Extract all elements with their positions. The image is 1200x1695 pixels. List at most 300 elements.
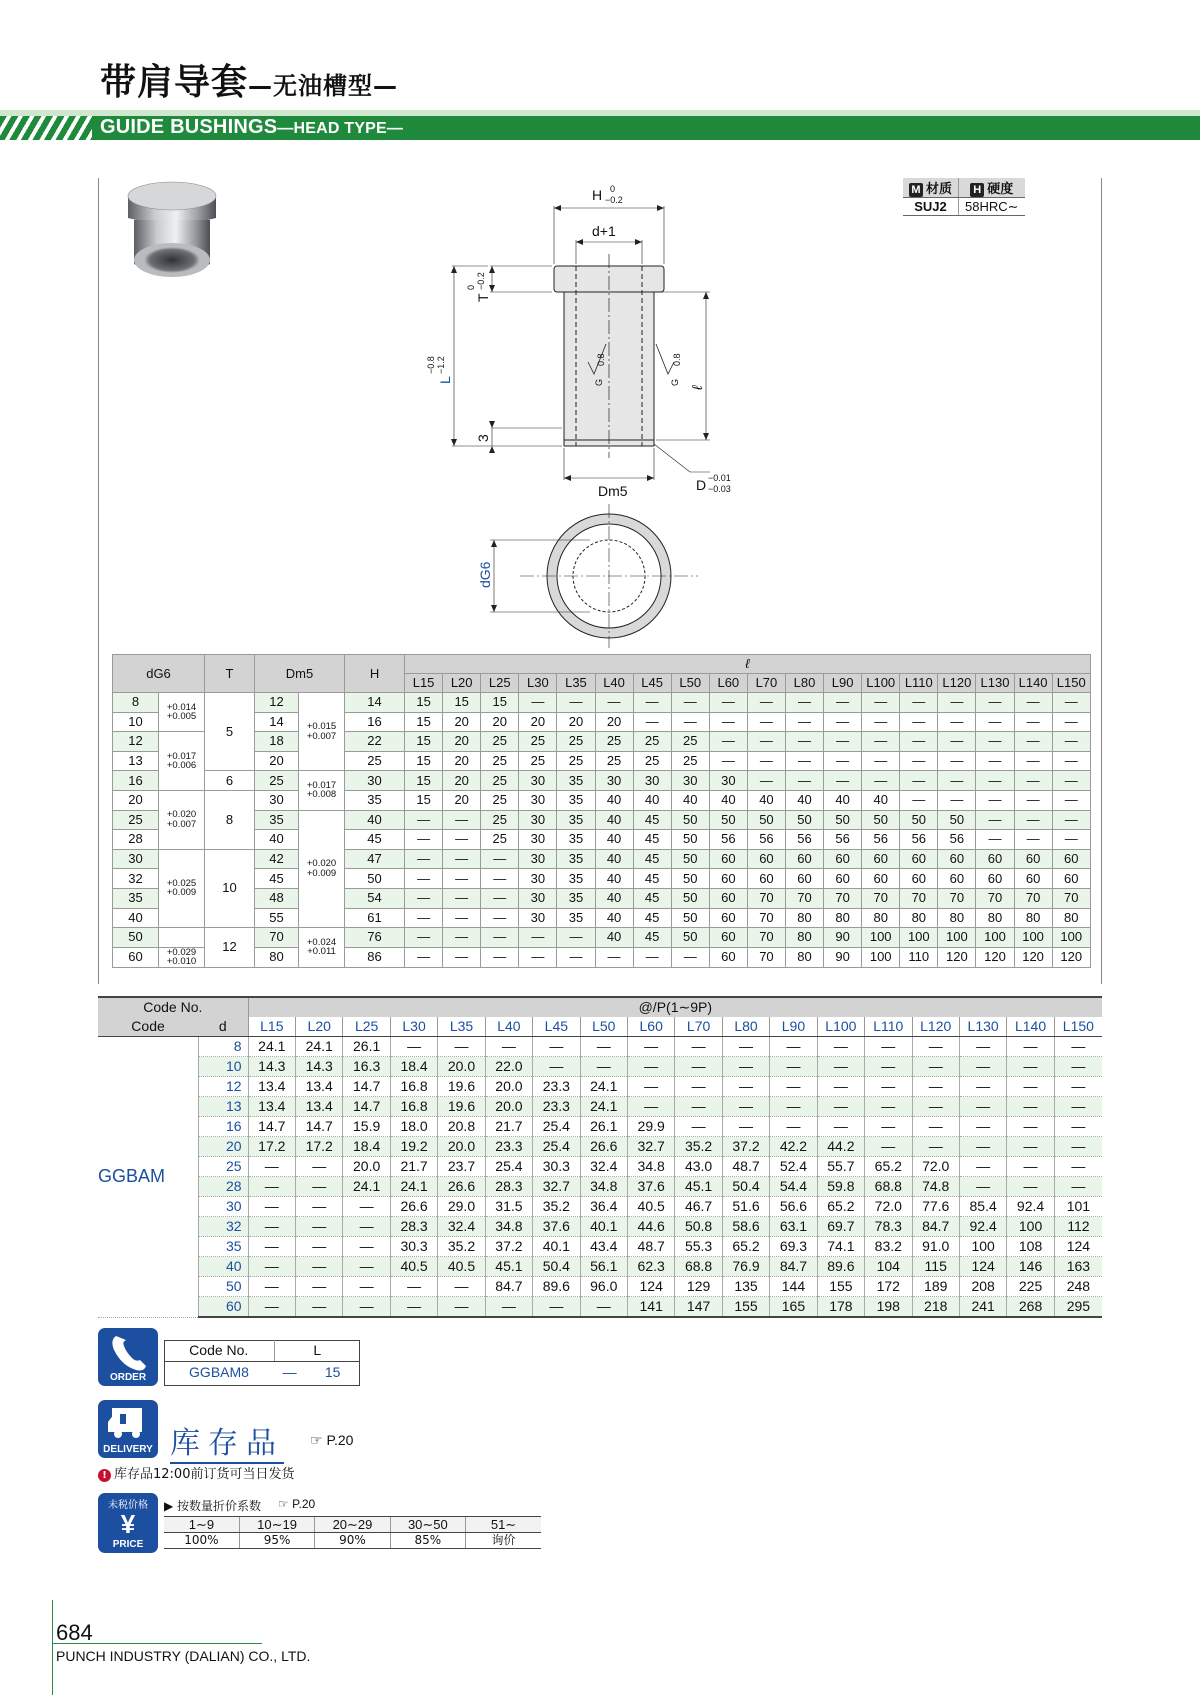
price-row-20 <box>98 1137 1102 1157</box>
price-value: — <box>675 1037 722 1057</box>
price-value: — <box>1007 1157 1054 1177</box>
dim-row-32 <box>113 869 1091 889</box>
dim-ell-value: 50 <box>671 849 709 869</box>
price-value: 32.4 <box>580 1157 627 1177</box>
price-value: 34.8 <box>485 1217 532 1237</box>
dim-d-tolerance-line: +0.005 <box>166 711 197 723</box>
price-value: 22.0 <box>485 1057 532 1077</box>
price-value: — <box>722 1057 769 1077</box>
price-value: 165 <box>770 1297 817 1318</box>
dim-T-tol-lower: −0.2 <box>476 272 486 290</box>
dim-ell-value: 30 <box>519 869 557 889</box>
order-value-row <box>164 1361 360 1382</box>
dim-ell-value: 30 <box>519 888 557 908</box>
price-value: 40.1 <box>533 1237 580 1257</box>
dim-Dm-value: 25 <box>255 771 299 791</box>
dim-Dm-tolerance-line: +0.024 <box>306 936 337 948</box>
dim-col-l30: L30 <box>519 674 557 693</box>
price-value: 124 <box>627 1277 674 1297</box>
price-value: — <box>580 1057 627 1077</box>
price-value: 40.1 <box>580 1217 627 1237</box>
price-value: 59.8 <box>817 1177 864 1197</box>
dim-Dm-tolerance-line: +0.017 <box>306 779 337 791</box>
dim-Dm-value: 80 <box>255 947 299 967</box>
product-photo <box>122 178 222 284</box>
col-H: H <box>345 655 405 693</box>
dim-ell-value: — <box>824 693 862 713</box>
dim-ell-value: 56 <box>785 830 823 850</box>
price-value: 13.4 <box>296 1097 343 1117</box>
dim-ell-value: 25 <box>595 751 633 771</box>
dim-d-tolerance-line: +0.025 <box>166 877 197 889</box>
price-value: 65.2 <box>722 1237 769 1257</box>
dim-ell-value: — <box>1052 693 1090 713</box>
price-value: — <box>343 1297 390 1318</box>
dim-ell-value: 80 <box>862 908 900 928</box>
price-value: — <box>1007 1137 1054 1157</box>
dim-ell-value: 60 <box>709 928 747 948</box>
discount-rate-row <box>164 1533 541 1549</box>
price-value: 14.7 <box>343 1097 390 1117</box>
price-value: 65.2 <box>817 1197 864 1217</box>
price-value: 84.7 <box>485 1277 532 1297</box>
dim-col-l70: L70 <box>747 674 785 693</box>
dim-ell-value: 110 <box>900 947 938 967</box>
dim-Dm-value: 48 <box>255 888 299 908</box>
dim-ell-value: 56 <box>862 830 900 850</box>
dim-ell-value: — <box>900 693 938 713</box>
dim-ell-value: — <box>405 908 443 928</box>
price-value: 29.0 <box>438 1197 485 1217</box>
dim-row-28 <box>113 830 1091 850</box>
dim-ell-value: 100 <box>1014 928 1052 948</box>
dim-H-tol-upper: 0 <box>610 184 616 194</box>
dim-ell-value: — <box>405 947 443 967</box>
price-value: — <box>817 1077 864 1097</box>
dim-ell-value: — <box>976 693 1014 713</box>
price-value: 76.9 <box>722 1257 769 1277</box>
dim-D-tol-lower: −0.03 <box>708 484 731 494</box>
dim-D-tol-upper: −0.01 <box>708 473 731 483</box>
price-value: 74.8 <box>912 1177 959 1197</box>
dim-ell-value: 25 <box>481 751 519 771</box>
dim-d-value: 28 <box>113 830 159 850</box>
price-row-10 <box>98 1057 1102 1077</box>
dim-ell-value: — <box>900 771 938 791</box>
price-row-50 <box>98 1277 1102 1297</box>
roughness-right-value: 0.8 <box>672 353 682 366</box>
dim-ell-value: 20 <box>481 712 519 732</box>
price-value: — <box>959 1177 1006 1197</box>
dim-Dm-value: 14 <box>255 712 299 732</box>
stock-page-ref[interactable]: ☞ P.20 <box>310 1432 354 1448</box>
price-value: 13.4 <box>296 1077 343 1097</box>
dim-ell-value: 45 <box>633 888 671 908</box>
price-value: — <box>675 1117 722 1137</box>
dim-ell-value: 70 <box>900 888 938 908</box>
dim-Dm-value: 20 <box>255 751 299 771</box>
discount-rate: 询价 <box>466 1533 541 1549</box>
price-value: — <box>1007 1037 1054 1057</box>
price-value: — <box>248 1297 295 1318</box>
price-value: — <box>912 1077 959 1097</box>
price-value: — <box>770 1097 817 1117</box>
dim-ell-value: — <box>519 693 557 713</box>
dim-H-value: 14 <box>345 693 405 713</box>
price-value: 20.0 <box>485 1077 532 1097</box>
order-head-code: Code No. <box>164 1340 274 1361</box>
dim-ell-value: 60 <box>747 869 785 889</box>
price-value: 129 <box>675 1277 722 1297</box>
price-value: — <box>722 1097 769 1117</box>
dim-ell-value: 40 <box>633 790 671 810</box>
order-value-l: 15 <box>324 1363 341 1380</box>
dim-ell-value: — <box>1014 810 1052 830</box>
delivery-icon-label: DELIVERY <box>103 1444 153 1455</box>
dim-ell-value: 15 <box>405 712 443 732</box>
dim-ell: ℓ <box>689 385 705 390</box>
dim-ell-value: 50 <box>671 928 709 948</box>
col-T: T <box>205 655 255 693</box>
discount-page-ref[interactable]: ☞ P.20 <box>278 1497 316 1511</box>
dim-ell-value: 70 <box>747 908 785 928</box>
price-value: 32.4 <box>438 1217 485 1237</box>
dim-L-tol-upper: −0.8 <box>426 356 436 374</box>
price-value: — <box>296 1297 343 1318</box>
dim-ell-value: 35 <box>557 790 595 810</box>
dim-col-l120: L120 <box>938 674 976 693</box>
dim-d-tolerance-line: +0.007 <box>166 818 197 830</box>
material-badge-icon: M <box>909 183 923 197</box>
price-value: — <box>865 1097 912 1117</box>
dim-col-l35: L35 <box>557 674 595 693</box>
price-value: — <box>959 1057 1006 1077</box>
dim-ell-value: — <box>747 751 785 771</box>
price-value: — <box>1054 1137 1102 1157</box>
dim-ell-value: 25 <box>481 810 519 830</box>
dim-d-tolerance <box>159 790 205 849</box>
dim-row-16 <box>113 771 1091 791</box>
dim-ell-value: — <box>862 712 900 732</box>
dim-ell-value: 80 <box>785 928 823 948</box>
price-d-value: 40 <box>198 1257 248 1277</box>
dim-col-l80: L80 <box>785 674 823 693</box>
title-cn-sub: —无油槽型— <box>248 72 399 100</box>
dim-ell-value: 25 <box>671 732 709 752</box>
price-row-25 <box>98 1157 1102 1177</box>
price-value: 141 <box>627 1297 674 1318</box>
price-value: — <box>1054 1157 1102 1177</box>
dim-ell-value: 60 <box>709 849 747 869</box>
stock-note-text: 库存品12:00前订货可当日发货 <box>114 1467 295 1482</box>
material-table <box>903 178 1025 216</box>
dim-col-l15: L15 <box>405 674 443 693</box>
price-d-head: d <box>198 1017 248 1037</box>
price-value: 43.0 <box>675 1157 722 1177</box>
price-value: — <box>627 1097 674 1117</box>
dim-ell-value: 60 <box>1014 869 1052 889</box>
price-value: — <box>296 1217 343 1237</box>
dim-col-l90: L90 <box>824 674 862 693</box>
dim-ell-value: — <box>709 712 747 732</box>
price-value: 29.9 <box>627 1117 674 1137</box>
price-value: 108 <box>1007 1237 1054 1257</box>
dim-ell-value: 50 <box>862 810 900 830</box>
company-name: PUNCH INDUSTRY (DALIAN) CO., LTD. <box>56 1648 311 1664</box>
price-value: 23.3 <box>533 1077 580 1097</box>
price-value: 26.6 <box>580 1137 627 1157</box>
dim-ell-value: 56 <box>709 830 747 850</box>
price-value: 68.8 <box>675 1257 722 1277</box>
price-value: 21.7 <box>390 1157 437 1177</box>
dim-col-l150: L150 <box>1052 674 1090 693</box>
price-value: 19.6 <box>438 1097 485 1117</box>
price-value: — <box>722 1117 769 1137</box>
price-value: 74.1 <box>817 1237 864 1257</box>
dim-ell-value: 60 <box>862 869 900 889</box>
dim-d-tolerance <box>159 928 205 948</box>
dim-ell-value: 60 <box>747 849 785 869</box>
price-row-12 <box>98 1077 1102 1097</box>
dim-ell-value: 30 <box>519 771 557 791</box>
dim-ell-value: — <box>1014 790 1052 810</box>
price-value: — <box>1007 1077 1054 1097</box>
price-value: 13.4 <box>248 1077 295 1097</box>
dim-ell-value: 15 <box>405 732 443 752</box>
dim-ell-value: 25 <box>481 771 519 791</box>
dim-ell-value: — <box>405 849 443 869</box>
dim-Dm-tolerance-line: +0.015 <box>306 721 337 733</box>
dim-ell-value: 15 <box>405 771 443 791</box>
dim-ell-value: 35 <box>557 810 595 830</box>
dim-d-value: 40 <box>113 908 159 928</box>
price-value: — <box>627 1037 674 1057</box>
price-value: 14.7 <box>296 1117 343 1137</box>
price-row-35 <box>98 1237 1102 1257</box>
dim-col-l60: L60 <box>709 674 747 693</box>
dim-ell-value: — <box>481 908 519 928</box>
dim-row-40 <box>113 908 1091 928</box>
price-value: 69.3 <box>770 1237 817 1257</box>
dim-ell-value: 25 <box>671 751 709 771</box>
dim-ell-value: 50 <box>747 810 785 830</box>
price-value: 208 <box>959 1277 1006 1297</box>
dim-body <box>113 693 1091 968</box>
price-value: — <box>533 1297 580 1318</box>
dim-ell-value: 30 <box>671 771 709 791</box>
dim-ell-value: 15 <box>405 790 443 810</box>
material-head <box>903 178 959 198</box>
dim-ell-value: — <box>633 693 671 713</box>
price-value: 178 <box>817 1297 864 1318</box>
discount-qty: 51∼ <box>466 1517 541 1533</box>
dim-ell-value: 60 <box>938 849 976 869</box>
hardness-value: 58HRC∼ <box>959 198 1025 216</box>
dim-T-value: 6 <box>205 771 255 791</box>
price-value: 198 <box>865 1297 912 1318</box>
price-value: 45.1 <box>675 1177 722 1197</box>
title-cn-main: 带肩导套 <box>100 62 249 103</box>
discount-rate: 95% <box>239 1533 314 1549</box>
price-col-l35: L35 <box>438 1017 485 1037</box>
dim-ell-value: — <box>976 830 1014 850</box>
price-row-60 <box>98 1297 1102 1318</box>
dim-ell-value: 25 <box>481 790 519 810</box>
price-value: — <box>296 1237 343 1257</box>
price-value: 55.7 <box>817 1157 864 1177</box>
dim-d-tolerance-line: +0.009 <box>166 887 197 899</box>
dim-ell-value: — <box>862 732 900 752</box>
dim-ell-value: — <box>671 947 709 967</box>
dim-ell-value: 45 <box>633 908 671 928</box>
dim-ell-value: 100 <box>900 928 938 948</box>
price-value: — <box>248 1277 295 1297</box>
price-value: 155 <box>817 1277 864 1297</box>
dim-ell-value: 40 <box>595 790 633 810</box>
price-value: — <box>343 1237 390 1257</box>
price-body <box>98 1037 1102 1318</box>
price-value: 52.4 <box>770 1157 817 1177</box>
price-value: — <box>912 1097 959 1117</box>
dim-T: T <box>475 293 491 302</box>
dim-col-l100: L100 <box>862 674 900 693</box>
price-value: 23.3 <box>485 1137 532 1157</box>
dim-ell-value: — <box>481 869 519 889</box>
price-value: — <box>343 1277 390 1297</box>
dim-col-l50: L50 <box>671 674 709 693</box>
price-value: — <box>959 1157 1006 1177</box>
dim-ell-value: 45 <box>633 810 671 830</box>
dim-d-tolerance-line: +0.014 <box>166 701 197 713</box>
dim-ell-value: 60 <box>709 888 747 908</box>
material-label: 材质 <box>926 181 953 196</box>
material-head-row <box>903 178 1025 198</box>
price-value: — <box>770 1057 817 1077</box>
dim-ell-value: 80 <box>938 908 976 928</box>
price-value: — <box>959 1137 1006 1157</box>
title-en-sub: —HEAD TYPE— <box>277 120 404 137</box>
price-value: 23.7 <box>438 1157 485 1177</box>
dim-ell-value: 80 <box>976 908 1014 928</box>
dim-ell-value: — <box>519 928 557 948</box>
price-value: — <box>959 1117 1006 1137</box>
col-dG6: dG6 <box>113 655 205 693</box>
dim-ell-value: 20 <box>557 712 595 732</box>
price-value: 51.6 <box>722 1197 769 1217</box>
dim-ell-value: — <box>976 712 1014 732</box>
price-value: 14.7 <box>343 1077 390 1097</box>
dim-row-60 <box>113 947 1091 967</box>
price-value: 25.4 <box>533 1117 580 1137</box>
dim-d-tolerance-line: +0.020 <box>166 809 197 821</box>
price-value: 100 <box>1007 1217 1054 1237</box>
hardness-head <box>959 178 1025 198</box>
price-value: 172 <box>865 1277 912 1297</box>
price-value: — <box>722 1037 769 1057</box>
material-value-row <box>903 198 1025 216</box>
order-head-row <box>164 1340 360 1361</box>
price-value: 19.2 <box>390 1137 437 1157</box>
price-value: 295 <box>1054 1297 1102 1318</box>
price-value: — <box>770 1117 817 1137</box>
price-value: 58.6 <box>722 1217 769 1237</box>
price-col-l60: L60 <box>627 1017 674 1037</box>
dim-ell-value: 100 <box>862 947 900 967</box>
dim-ell-value: 40 <box>862 790 900 810</box>
price-value: 68.8 <box>865 1177 912 1197</box>
price-value: 89.6 <box>533 1277 580 1297</box>
price-col-l50: L50 <box>580 1017 627 1037</box>
price-value: 24.1 <box>248 1037 295 1057</box>
dim-ell-value: — <box>785 751 823 771</box>
price-value: — <box>1007 1097 1054 1117</box>
price-value: 144 <box>770 1277 817 1297</box>
dim-ell-value: — <box>938 751 976 771</box>
dim-ell-value: 40 <box>709 790 747 810</box>
dim-ell-value: 60 <box>709 869 747 889</box>
price-value: 92.4 <box>959 1217 1006 1237</box>
dim-H-value: 76 <box>345 928 405 948</box>
dim-ell-value: — <box>785 712 823 732</box>
price-value: — <box>912 1137 959 1157</box>
dim-ell-value: 70 <box>1014 888 1052 908</box>
price-col-l20: L20 <box>296 1017 343 1037</box>
dim-d-value: 50 <box>113 928 159 948</box>
dim-ell-value: — <box>709 751 747 771</box>
dim-ell-value: 30 <box>519 849 557 869</box>
price-value: 218 <box>912 1297 959 1318</box>
dim-d-value: 35 <box>113 888 159 908</box>
stock-label: 库存品 <box>170 1418 284 1464</box>
order-example-table <box>164 1340 360 1382</box>
dim-ell-value: 40 <box>595 888 633 908</box>
dim-Dm-value: 18 <box>255 732 299 752</box>
dim-ell-value: — <box>747 693 785 713</box>
dim-ell-value: — <box>443 947 481 967</box>
dim-ell-value: — <box>405 928 443 948</box>
dim-ell-value: 30 <box>595 771 633 791</box>
dim-ell-value: 60 <box>709 908 747 928</box>
dim-ell-value: 35 <box>557 869 595 889</box>
price-d-value: 50 <box>198 1277 248 1297</box>
price-value: — <box>1054 1037 1102 1057</box>
dim-ell-value: 50 <box>824 810 862 830</box>
dim-ell-value: 100 <box>862 928 900 948</box>
dim-ell-value: 70 <box>862 888 900 908</box>
dim-ell-value: 60 <box>976 849 1014 869</box>
price-value: 112 <box>1054 1217 1102 1237</box>
dim-Dm-value: 70 <box>255 928 299 948</box>
dim-d-tolerance <box>159 732 205 791</box>
price-value: 20.8 <box>438 1117 485 1137</box>
price-value: — <box>959 1037 1006 1057</box>
order-icon <box>98 1328 158 1386</box>
dim-ell-value: — <box>938 771 976 791</box>
dim-ell-value: — <box>747 712 785 732</box>
band-stripes <box>0 116 92 140</box>
dim-ell-value: 60 <box>785 849 823 869</box>
discount-qty: 20∼29 <box>315 1517 390 1533</box>
dim-ell-value: — <box>1052 830 1090 850</box>
dim-ell-value: 80 <box>785 947 823 967</box>
price-value: — <box>248 1177 295 1197</box>
dim-row-12 <box>113 732 1091 752</box>
dim-d-value: 13 <box>113 751 159 771</box>
price-value: 16.8 <box>390 1077 437 1097</box>
price-value: — <box>485 1037 532 1057</box>
price-row-13 <box>98 1097 1102 1117</box>
dim-ell-value: 60 <box>1052 849 1090 869</box>
